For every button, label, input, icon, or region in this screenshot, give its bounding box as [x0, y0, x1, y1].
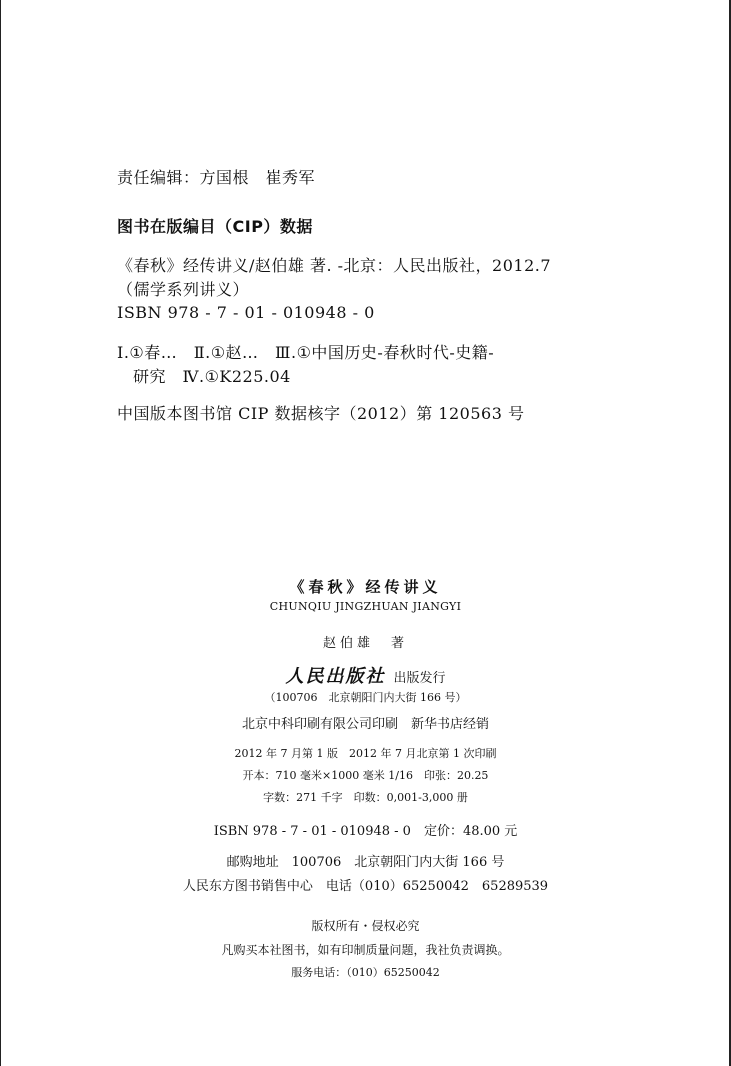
cip-title-line: 《春秋》经传讲义/赵伯雄 著. -北京：人民出版社，2012.7: [117, 256, 552, 275]
page-border-left: [0, 0, 1, 1066]
isbn-price-line: ISBN 978 - 7 - 01 - 010948 - 0 定价：48.00 元: [213, 824, 518, 839]
book-title: 《春秋》经传讲义: [289, 578, 442, 596]
printer-line: 北京中科印刷有限公司印刷 新华书店经销: [241, 717, 489, 732]
service-phone: 服务电话：（010）65250042: [291, 966, 440, 979]
edition-line: 2012 年 7 月第 1 版 2012 年 7 月北京第 1 次印刷: [234, 747, 497, 760]
book-title-pinyin: CHUNQIU JINGZHUAN JIANGYI: [269, 600, 462, 613]
cip-series-line: （儒学系列讲义）: [117, 280, 250, 299]
wordcount-line: 字数：271 千字 印数：0,001-3,000 册: [263, 791, 468, 804]
cip-subject-line-2: 研究 Ⅳ.①K225.04: [133, 367, 291, 386]
sales-center-line: 人民东方图书销售中心 电话（010）65250042 65289539: [182, 879, 549, 894]
author-line: 赵伯雄 著: [322, 636, 408, 651]
publisher-logo: 人民出版社: [285, 666, 386, 687]
publisher-line: [0, 662, 731, 688]
rights-line: 版权所有・侵权必究: [311, 919, 420, 933]
publisher-address: （100706 北京朝阳门内大街 166 号）: [264, 691, 467, 704]
mail-address-line: 邮购地址 100706 北京朝阳门内大街 166 号: [226, 855, 505, 870]
cip-isbn-line: ISBN 978 - 7 - 01 - 010948 - 0: [117, 303, 375, 322]
cip-subject-line: Ⅰ.①春… Ⅱ.①赵… Ⅲ.①中国历史-春秋时代-史籍-: [117, 343, 495, 362]
publisher-suffix: 出版发行: [393, 671, 446, 686]
cip-record-number: 中国版本图书馆 CIP 数据核字（2012）第 120563 号: [117, 404, 525, 423]
quality-notice: 凡购买本社图书，如有印制质量问题，我社负责调换。: [221, 943, 510, 957]
cip-heading: 图书在版编目（CIP）数据: [117, 217, 313, 236]
format-line: 开本：710 毫米×1000 毫米 1/16 印张：20.25: [242, 769, 489, 782]
editor-line: 责任编辑：方国根 崔秀军: [117, 168, 316, 187]
